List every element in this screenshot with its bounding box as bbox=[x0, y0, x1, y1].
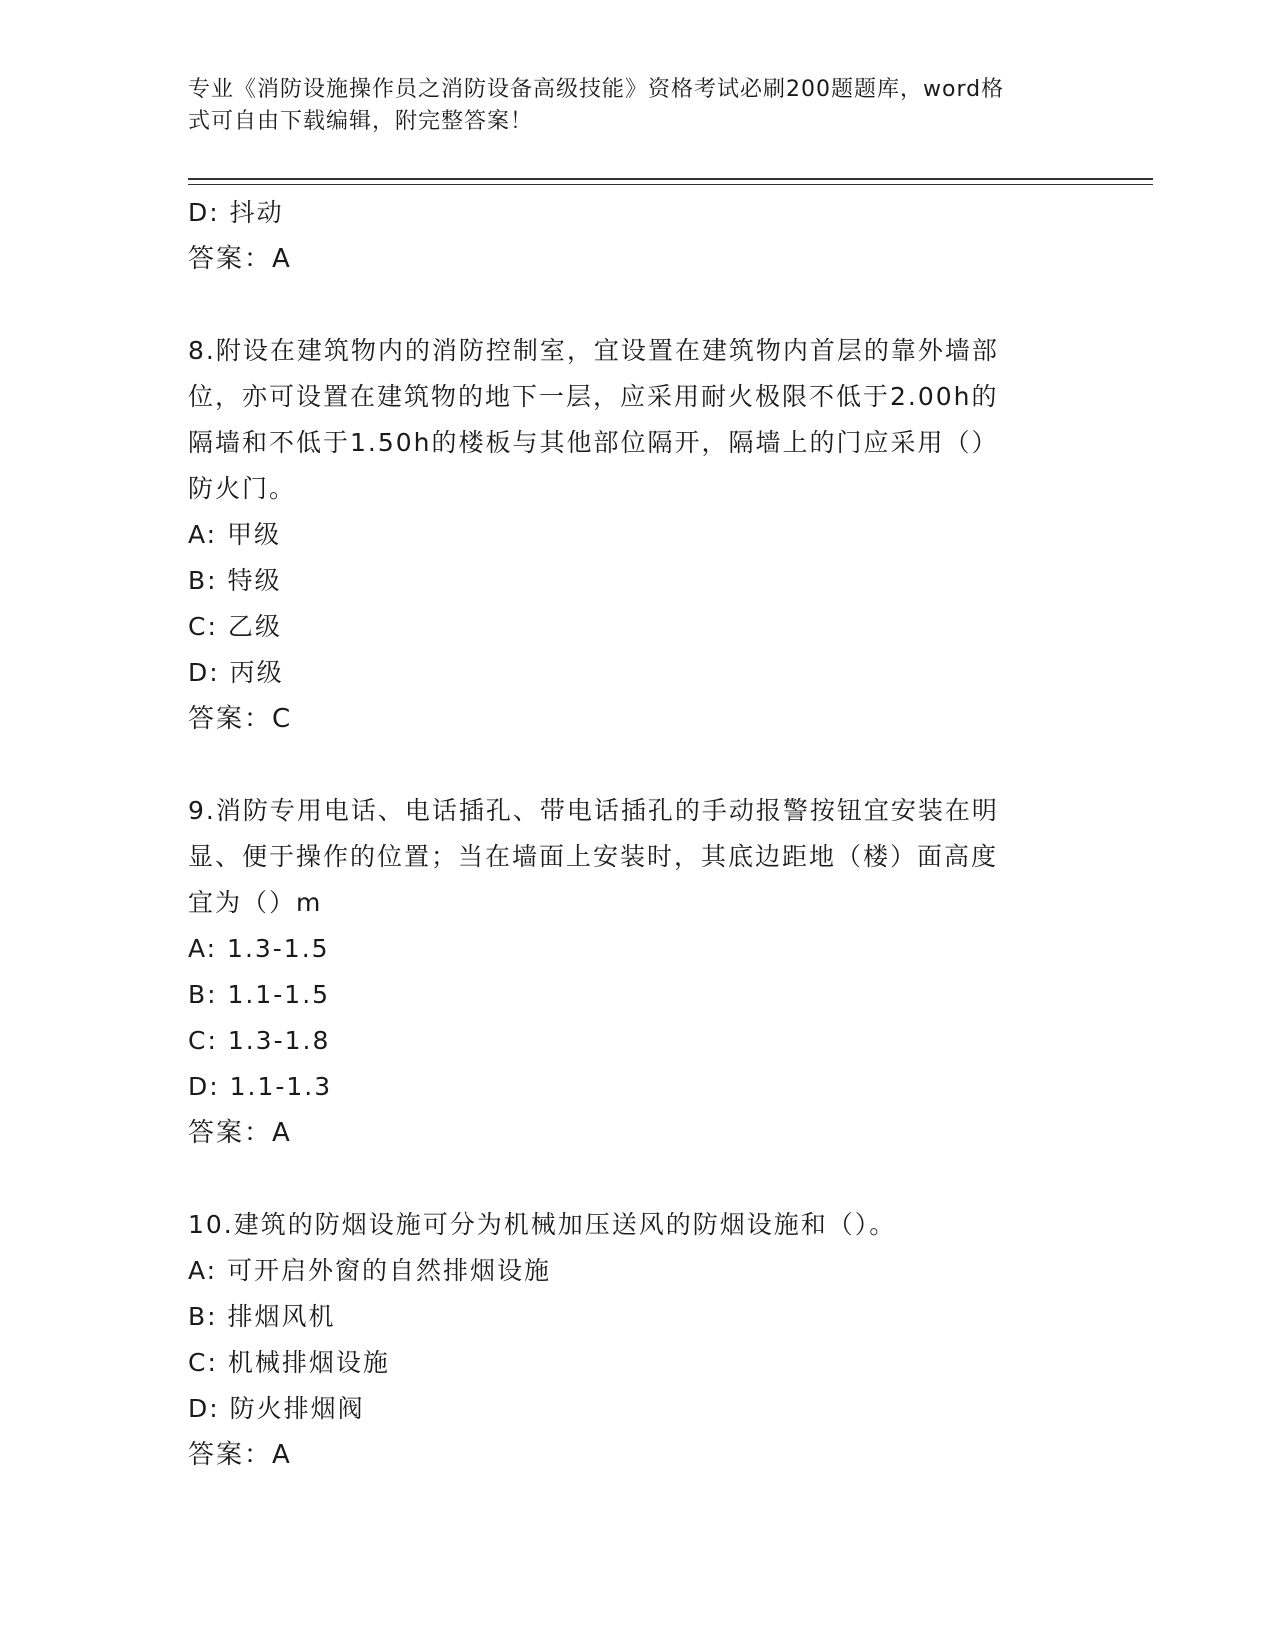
question-8 bbox=[188, 328, 1078, 742]
answer-line: 答案：A bbox=[188, 1440, 292, 1470]
question-fragment bbox=[188, 190, 1078, 282]
answer-line: 答案：A bbox=[188, 244, 292, 274]
answer-line: 答案：C bbox=[188, 704, 293, 734]
question-stem-line: 10.建筑的防烟设施可分为机械加压送风的防烟设施和（）。 bbox=[188, 1210, 897, 1239]
option-b: B: 特级 bbox=[188, 566, 282, 595]
question-stem-line: 位，亦可设置在建筑物的地下一层，应采用耐火极限不低于2.00h的 bbox=[188, 382, 999, 411]
option-d: D: 丙级 bbox=[188, 658, 284, 687]
option-a: A: 甲级 bbox=[188, 520, 282, 549]
option-d: D: 防火排烟阀 bbox=[188, 1394, 365, 1423]
option-a: A: 可开启外窗的自然排烟设施 bbox=[188, 1256, 552, 1285]
option-c: C: 1.3-1.8 bbox=[188, 1026, 331, 1055]
option-b: B: 1.1-1.5 bbox=[188, 980, 331, 1009]
question-9 bbox=[188, 788, 1078, 1156]
option-c: C: 机械排烟设施 bbox=[188, 1348, 390, 1377]
question-stem-line: 宜为（）m bbox=[188, 888, 323, 917]
question-stem-line: 防火门。 bbox=[188, 474, 297, 503]
option-d: D: 抖动 bbox=[188, 198, 284, 227]
option-c: C: 乙级 bbox=[188, 612, 282, 641]
option-d: D: 1.1-1.3 bbox=[188, 1072, 333, 1101]
question-stem-line: 9.消防专用电话、电话插孔、带电话插孔的手动报警按钮宜安装在明 bbox=[188, 796, 999, 825]
header-divider bbox=[188, 178, 1153, 185]
question-stem-line: 显、便于操作的位置；当在墙面上安装时，其底边距地（楼）面高度 bbox=[188, 842, 999, 871]
question-list bbox=[188, 190, 1078, 1478]
page-header bbox=[188, 74, 1068, 138]
header-line-1: 专业《消防设施操作员之消防设备高级技能》资格考试必刷200题题库，word格 bbox=[188, 77, 1005, 102]
question-stem-line: 隔墙和不低于1.50h的楼板与其他部位隔开，隔墙上的门应采用（） bbox=[188, 428, 999, 457]
question-10 bbox=[188, 1202, 1078, 1478]
option-b: B: 排烟风机 bbox=[188, 1302, 336, 1331]
answer-line: 答案：A bbox=[188, 1118, 292, 1148]
header-line-2: 式可自由下载编辑，附完整答案！ bbox=[188, 109, 534, 134]
option-a: A: 1.3-1.5 bbox=[188, 934, 330, 963]
question-stem-line: 8.附设在建筑物内的消防控制室，宜设置在建筑物内首层的靠外墙部 bbox=[188, 336, 999, 365]
